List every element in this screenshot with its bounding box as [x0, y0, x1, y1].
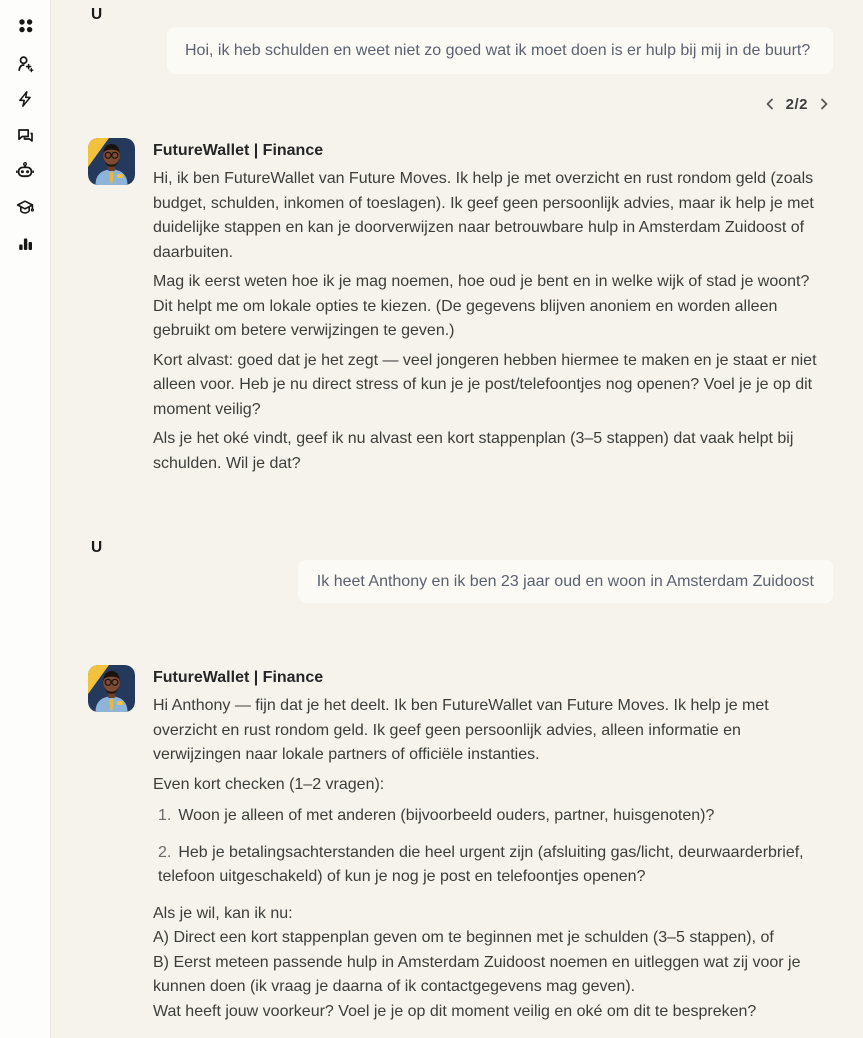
- lightning-icon[interactable]: [8, 81, 42, 117]
- chevron-left-icon[interactable]: [761, 95, 779, 113]
- user-message-group: [88, 539, 833, 603]
- bot-paragraph: Als je het oké vindt, geef ik nu alvast een kort stappenplan (3–5 stappen) dat vaak helpt bij schulden. Wil je dat?: [153, 430, 794, 472]
- bot-avatar: [88, 138, 135, 185]
- page-indicator: 2/2: [785, 95, 808, 113]
- user-message-bubble: Ik heet Anthony en ik ben 23 jaar oud en woon in Amsterdam Zuidoost: [298, 560, 833, 603]
- bot-message-text: [153, 167, 833, 476]
- list-marker: 2.: [158, 843, 172, 861]
- list-item-text: Woon je alleen of met anderen (bijvoorbeeld ouders, partner, huisgenoten)?: [178, 807, 715, 824]
- apps-grid-icon[interactable]: [8, 7, 42, 43]
- sidebar: [0, 0, 51, 1038]
- bot-name: FutureWallet | Finance: [153, 669, 324, 686]
- bot-name: FutureWallet | Finance: [153, 142, 324, 159]
- bot-paragraph: Even kort checken (1–2 vragen):: [153, 775, 385, 793]
- bot-paragraph: Wat heeft jouw voorkeur? Voel je je op dit moment veilig en oké om dit te bespreken?: [153, 1002, 757, 1020]
- bot-paragraph: Hi Anthony — fijn dat je het deelt. Ik ben FutureWallet van Future Moves. Ik help je met overzicht en rust rondom geld. Ik geef geen persoonlijk advies, alleen informatie en verwijzingen naar lokale partners of officiële instanties.: [153, 697, 769, 763]
- bot-paragraph: A) Direct een kort stappenplan geven om te beginnen met je schulden (3–5 stappen), of: [153, 929, 774, 946]
- bot-paragraph: Mag ik eerst weten hoe ik je mag noemen, hoe oud je bent en in welke wijk of stad je woont? Dit helpt me om lokale opties te kiezen. (De gegevens blijven anoniem en worden alleen gebruikt om betere verwijzingen te geven.): [153, 273, 810, 339]
- list-marker: 1.: [158, 807, 172, 824]
- chevron-right-icon[interactable]: [815, 95, 833, 113]
- bot-message-group: [88, 138, 833, 481]
- robot-icon[interactable]: [8, 153, 42, 189]
- user-avatar-label: U: [91, 6, 103, 23]
- bot-paragraph: Hi, ik ben FutureWallet van Future Moves. Ik help je met overzicht en rust rondom geld (zoals budget, schulden, inkomen of toeslagen). Ik geef geen persoonlijk advies, maar ik help je met duidelijke stappen en kan je doorverwijzen naar betrouwbare hulp in Amsterdam Zuidoost of daarbuiten.: [153, 170, 814, 261]
- bar-chart-icon[interactable]: [8, 225, 42, 261]
- message-pagination: [88, 93, 833, 115]
- bot-avatar: [88, 665, 135, 712]
- bot-paragraph: Als je wil, kan ik nu:: [153, 904, 293, 922]
- bot-question-list: [153, 804, 833, 890]
- bot-message-group: [88, 665, 833, 1024]
- bot-paragraph: B) Eerst meteen passende hulp in Amsterdam Zuidoost noemen en uitleggen wat zij voor je kunnen doen (ik vraag je daarna of ik contactgegevens mag geven).: [153, 953, 801, 995]
- chat-area: [51, 0, 863, 1038]
- list-item: [153, 804, 833, 829]
- person-add-icon[interactable]: [8, 45, 42, 81]
- graduation-cap-icon[interactable]: [8, 189, 42, 225]
- chat-bubbles-icon[interactable]: [8, 117, 42, 153]
- user-message-bubble: Hoi, ik heb schulden en weet niet zo goed wat ik moet doen is er hulp bij mij in de buurt?: [167, 27, 833, 74]
- bot-options-block: [153, 902, 833, 1025]
- user-avatar-label: U: [91, 539, 103, 556]
- bot-message-text: [153, 694, 833, 1024]
- list-item: [153, 841, 833, 890]
- list-item-text: Heb je betalingsachterstanden die heel urgent zijn (afsluiting gas/licht, deurwaarderbrief, telefoon uitgeschakeld) of kun je nog je post en telefoontjes openen?: [158, 843, 804, 885]
- bot-paragraph: Kort alvast: goed dat je het zegt — veel jongeren hebben hiermee te maken en je staat er niet alleen voor. Heb je nu direct stress of kun je je post/telefoontjes nog openen? Voel je je op dit moment veilig?: [153, 351, 817, 418]
- user-message-group: [88, 6, 833, 74]
